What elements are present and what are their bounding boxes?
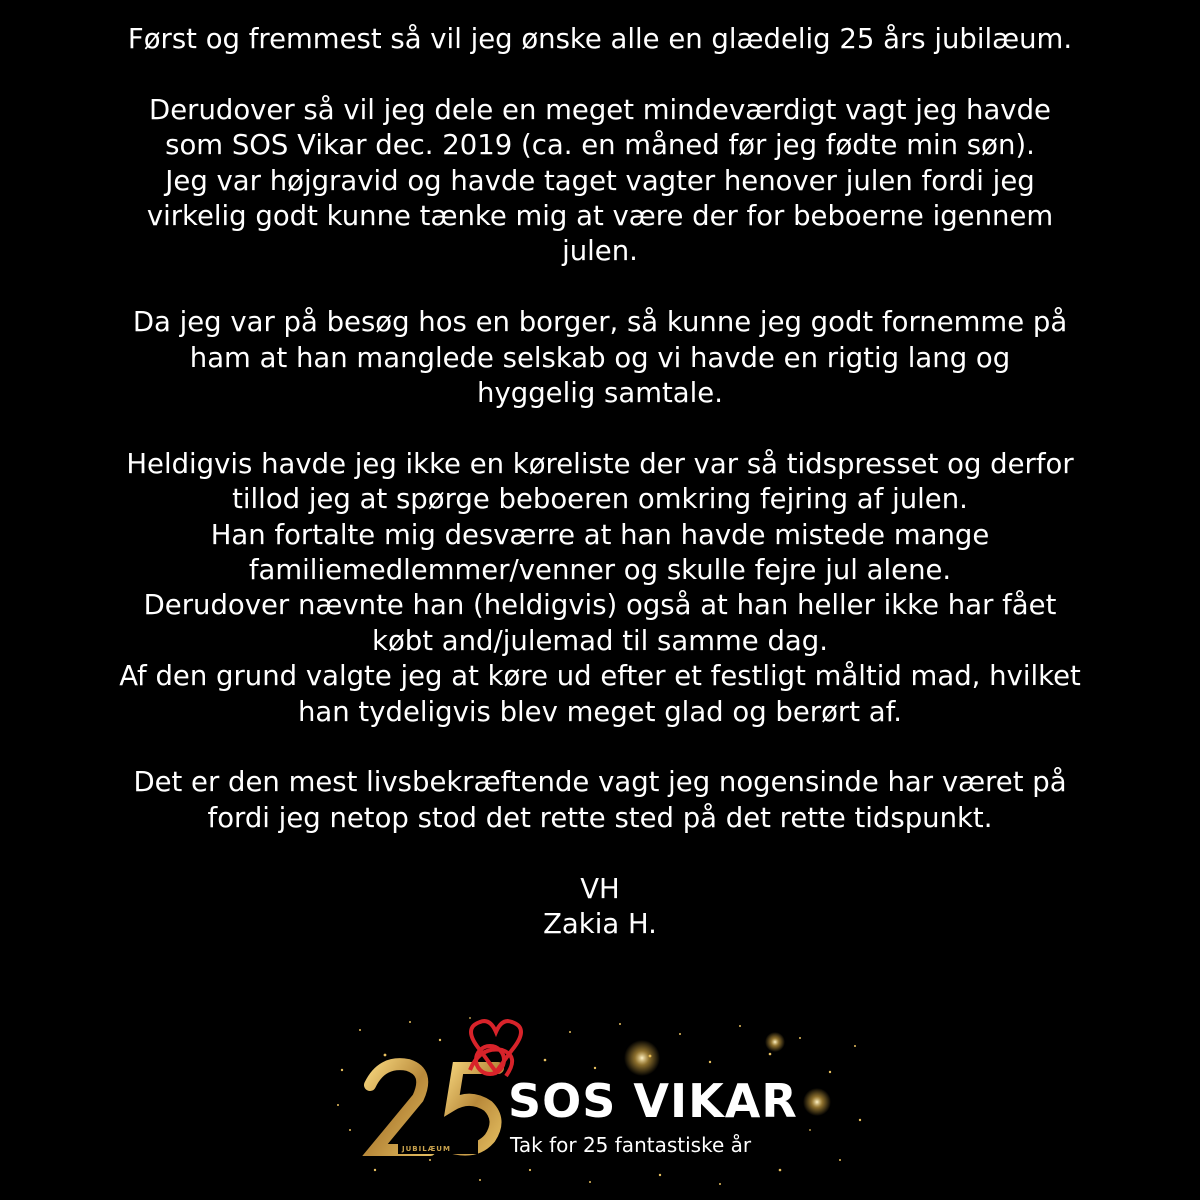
- text-line: julen.: [562, 235, 638, 268]
- text-line: hyggelig samtale.: [477, 377, 723, 410]
- sos-vikar-anniversary-logo: [330, 1010, 870, 1190]
- sparkle-glow: [765, 1032, 785, 1052]
- text-line: købt and/julemad til samme dag.: [372, 624, 828, 657]
- text-line: fordi jeg netop stod det rette sted på det rette tidspunkt.: [207, 801, 993, 834]
- text-line: Derudover så vil jeg dele en meget mindeværdigt vagt jeg havde: [149, 93, 1051, 126]
- text-line: som SOS Vikar dec. 2019 (ca. en måned før jeg fødte min søn).: [165, 129, 1035, 162]
- number-25-graphic: [370, 1064, 498, 1150]
- text-line: Det er den mest livsbekræftende vagt jeg nogensinde har været på: [133, 766, 1067, 799]
- text-line: Derudover nævnte han (heldigvis) også at han heller ikke har fået: [143, 589, 1057, 622]
- text-line: Han fortalte mig desværre at han havde mistede mange: [210, 518, 990, 551]
- text-line: tillod jeg at spørge beboeren omkring fejring af julen.: [232, 483, 968, 516]
- paragraph-memorable-shift: [0, 93, 1200, 270]
- paragraph-visit: [0, 305, 1200, 411]
- text-line: han tydeligvis blev meget glad og berørt af.: [297, 695, 903, 728]
- signature-block: [0, 872, 1200, 943]
- anniversary-label: JUBILÆUM: [402, 1145, 451, 1153]
- paragraph-conclusion: [0, 765, 1200, 836]
- text-line: Først og fremmest så vil jeg ønske alle en glædelig 25 års jubilæum.: [127, 23, 1073, 55]
- text-line: familiemedlemmer/venner og skulle fejre jul alene.: [248, 554, 952, 587]
- paragraph-christmas-meal: [0, 447, 1200, 730]
- text-line: ham at han manglede selskab og vi havde en rigtig lang og: [189, 341, 1011, 374]
- sparkle-glow: [624, 1040, 660, 1076]
- text-line: Af den grund valgte jeg at køre ud efter et festligt måltid mad, hvilket: [119, 660, 1081, 693]
- signature: Zakia H.: [543, 908, 657, 941]
- brand-name: SOS VIKAR: [508, 1074, 798, 1128]
- text-line: Da jeg var på besøg hos en borger, så kunne jeg godt fornemme på: [132, 306, 1068, 339]
- text-line: Jeg var højgravid og havde taget vagter henover julen fordi jeg: [165, 164, 1035, 197]
- paragraph-greeting: [0, 22, 1200, 57]
- text-line: Heldigvis havde jeg ikke en køreliste der var så tidspresset og derfor: [126, 447, 1074, 480]
- text-line: virkelig godt kunne tænke mig at være der for beboerne igennem: [146, 200, 1054, 233]
- closing: VH: [580, 872, 620, 905]
- tagline: Tak for 25 fantastiske år: [510, 1133, 752, 1157]
- letter-text: [0, 22, 1200, 942]
- sparkle-glow: [803, 1088, 831, 1116]
